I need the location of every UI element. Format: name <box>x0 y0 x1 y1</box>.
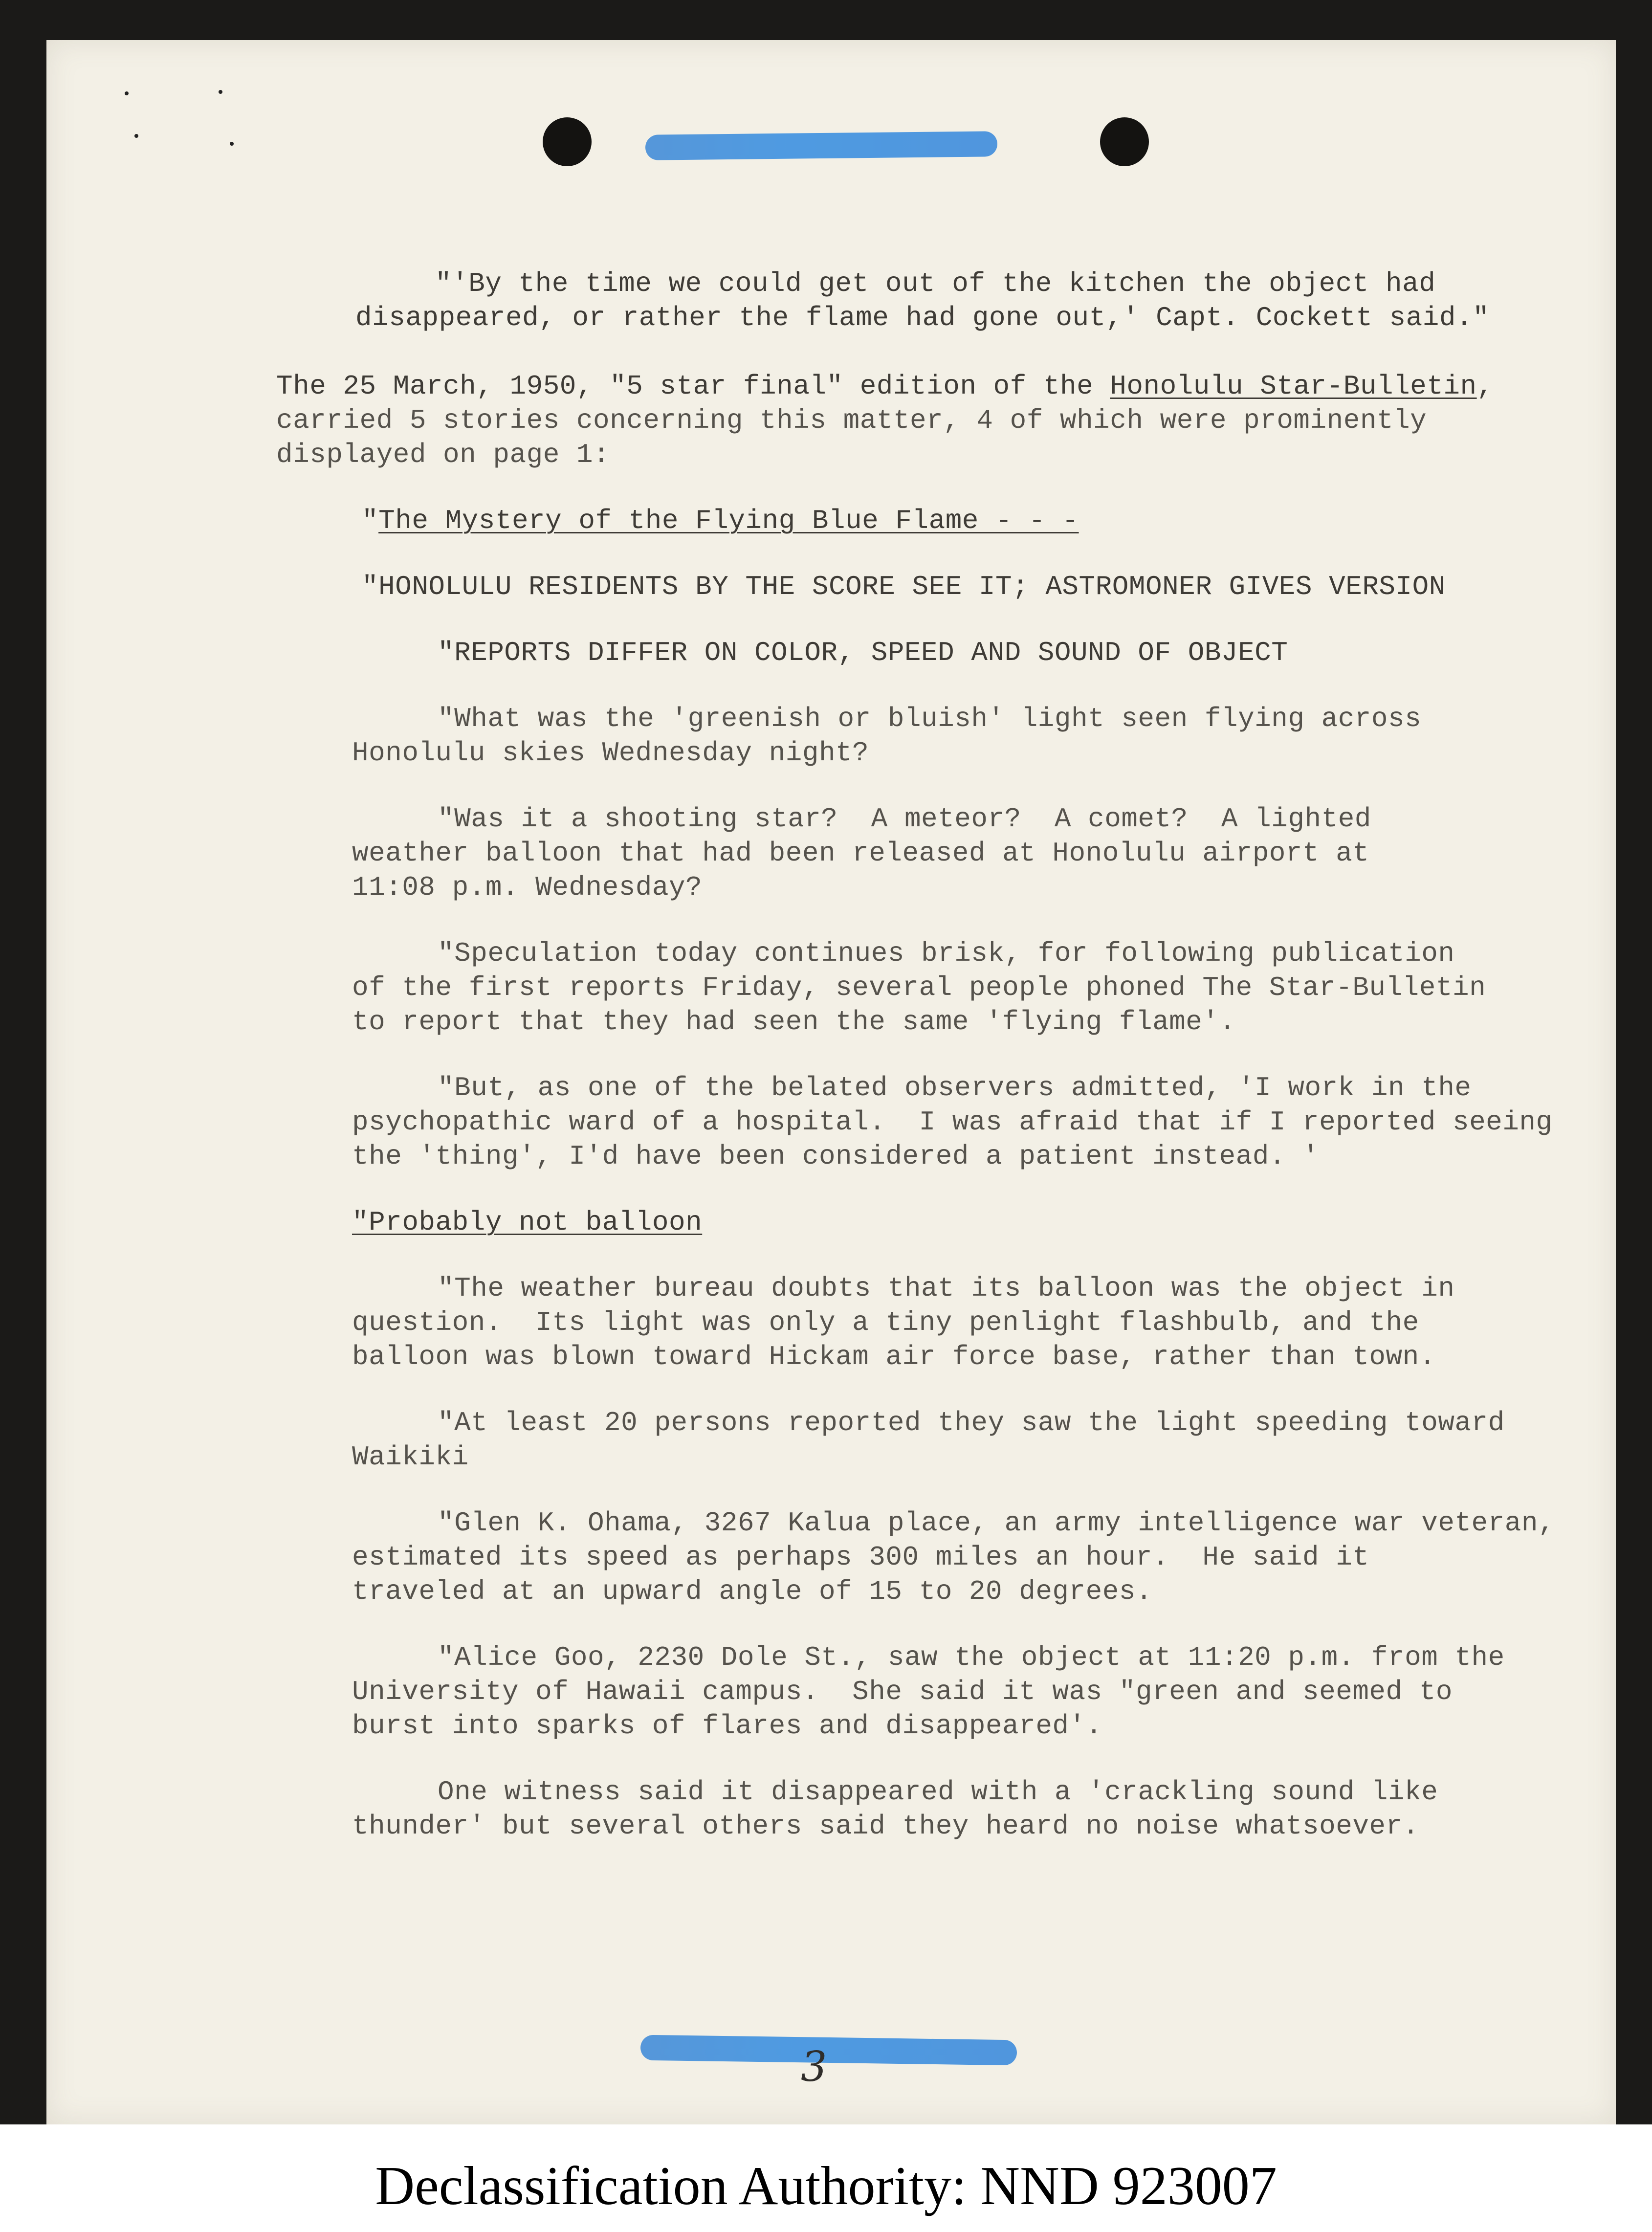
paper-speck <box>230 142 234 146</box>
text-line: the 'thing', I'd have been considered a patient instead. ' <box>352 1141 1320 1172</box>
paper-speck <box>134 134 138 138</box>
text-line: thunder' but several others said they heard no noise whatsoever. <box>352 1811 1419 1842</box>
footer <box>0 2124 1652 2232</box>
document-page <box>46 40 1616 2124</box>
text-segment: " <box>362 505 379 536</box>
text-line: Waikiki <box>352 1441 469 1473</box>
headline <box>362 507 1079 534</box>
redaction-mark-top <box>645 131 998 160</box>
text-line <box>276 373 1494 400</box>
redaction-mark-bottom <box>640 2035 1017 2066</box>
text-line: displayed on page 1: <box>276 439 610 470</box>
text-line: balloon was blown toward Hickam air force base, rather than town. <box>352 1341 1436 1372</box>
headline-underlined: The Mystery of the Flying Blue Flame - - - <box>378 505 1079 536</box>
text-line: weather balloon that had been released at Honolulu airport at <box>352 838 1369 869</box>
text-line: One witness said it disappeared with a 'crackling sound like <box>438 1776 1438 1808</box>
text-line: 11:08 p.m. Wednesday? <box>352 872 703 903</box>
text-line: University of Hawaii campus. She said it was "green and seemed to <box>352 1676 1453 1707</box>
subheading: "Probably not balloon <box>352 1207 703 1238</box>
text-line: "The weather bureau doubts that its balloon was the object in <box>438 1273 1455 1304</box>
text-line: to report that they had seen the same 'flying flame'. <box>352 1006 1236 1038</box>
text-line: "But, as one of the belated observers admitted, 'I work in the <box>438 1072 1472 1104</box>
text-segment: The 25 March, 1950, "5 star final" edition of the <box>276 371 1110 402</box>
text-line: "Speculation today continues brisk, for following publication <box>438 938 1455 969</box>
text-line: "What was the 'greenish or bluish' light seen flying across <box>438 703 1422 734</box>
declassification-authority: Declassification Authority: NND 923007 <box>375 2156 1277 2216</box>
text-line: Honolulu skies Wednesday night? <box>352 737 869 769</box>
text-line: question. Its light was only a tiny penlight flashbulb, and the <box>352 1307 1419 1338</box>
text-line: disappeared, or rather the flame had gone out,' Capt. Cockett said." <box>355 302 1490 333</box>
paper-speck <box>125 91 129 95</box>
text-line: burst into sparks of flares and disappeared'. <box>352 1710 1102 1742</box>
text-line: "Glen K. Ohama, 3267 Kalua place, an army intelligence war veteran, <box>438 1507 1555 1539</box>
text-segment: , <box>1476 371 1494 402</box>
headline: "REPORTS DIFFER ON COLOR, SPEED AND SOUND OF OBJECT <box>438 637 1288 668</box>
page-number: 3 <box>801 2043 827 2091</box>
punch-hole-left <box>543 117 592 166</box>
text-line: "'By the time we could get out of the kitchen the object had <box>435 268 1436 299</box>
text-line: "Was it a shooting star? A meteor? A comet? A lighted <box>438 803 1371 835</box>
text-line: estimated its speed as perhaps 300 miles an hour. He said it <box>352 1542 1369 1573</box>
headline: "HONOLULU RESIDENTS BY THE SCORE SEE IT; ASTROMONER GIVES VERSION <box>362 571 1446 602</box>
publication-title: Honolulu Star-Bulletin <box>1110 371 1477 402</box>
paper-speck <box>219 90 222 94</box>
text-line: psychopathic ward of a hospital. I was afraid that if I reported seeing <box>352 1106 1553 1138</box>
text-line: carried 5 stories concerning this matter, 4 of which were prominently <box>276 405 1427 436</box>
text-line: "Alice Goo, 2230 Dole St., saw the object at 11:20 p.m. from the <box>438 1642 1505 1673</box>
punch-hole-right <box>1100 117 1149 166</box>
text-line: "At least 20 persons reported they saw the light speeding toward <box>438 1407 1505 1438</box>
text-line: of the first reports Friday, several people phoned The Star-Bulletin <box>352 972 1486 1003</box>
text-line: traveled at an upward angle of 15 to 20 degrees. <box>352 1576 1153 1607</box>
